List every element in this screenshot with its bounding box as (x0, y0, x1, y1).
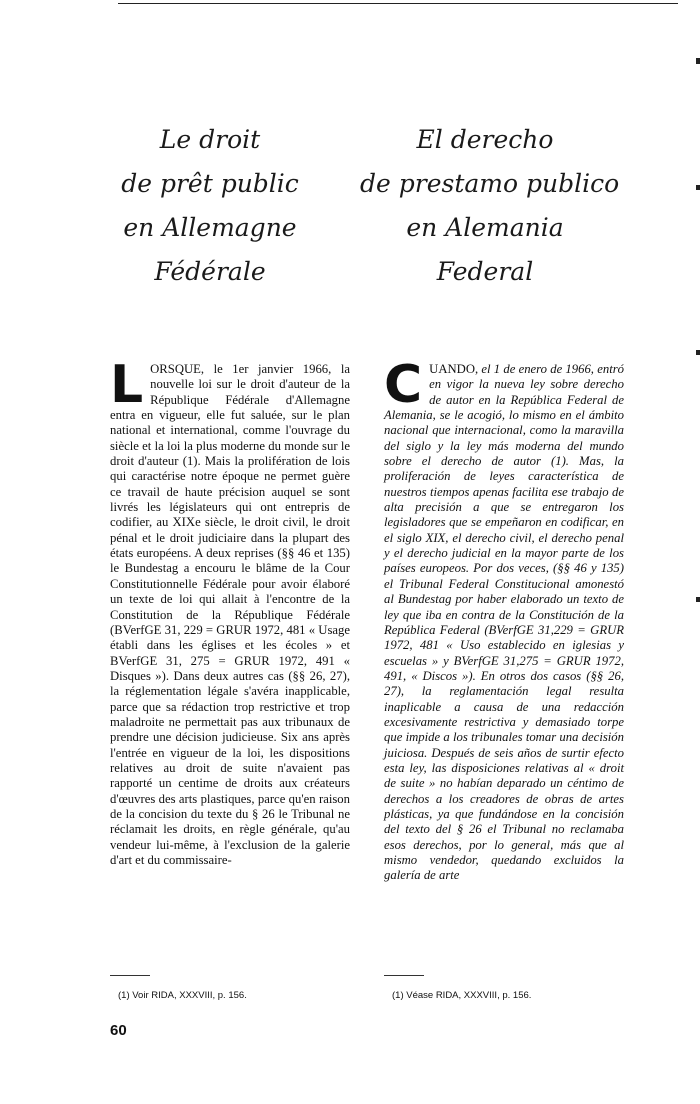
drop-cap: C (384, 355, 423, 415)
article-paragraph (384, 355, 624, 884)
page-number: 60 (110, 1022, 127, 1039)
edge-mark (696, 185, 700, 190)
title-french (85, 118, 335, 294)
drop-cap: L (110, 355, 144, 415)
edge-mark (696, 58, 700, 64)
footnote-french: (1) Voir RIDA, XXXVIII, p. 156. (118, 990, 247, 1001)
title-line: de prêt public (121, 169, 299, 198)
top-border-rule (118, 3, 678, 4)
article-column-french (110, 355, 350, 868)
edge-mark (696, 597, 700, 602)
title-line: de prestamo publico (360, 169, 620, 198)
body-text: el 1 de enero de 1966, entró en vigor la nueva ley sobre derecho de autor en la República Federal de Alemania, se le acogió, lo mismo en el ámbito nacional que internacional, como la maravilla del siglo y la ley más moderna del mundo sobre el derecho de autor (1). Mas, la proliferación de leyes característica de nuestros tiempos apenas facilita ese trabajo de alta precisión a que se entregaron los legisladores que se empeñaron en codificar, en el siglo XIX, el derecho civil, el derecho penal y el derecho judicial en la mayor parte de los países europeos. Por dos veces, (§§ 46 y 135) el Tribunal Federal Constitucional amonestó al Bundestag por haber elaborado un texto de ley que iba en contra de la Constitución de la República Federal (BVerfGE 31,229 = GRUR 1972, 481 « Uso establecido en iglesias y escuelas » y BVerfGE 31,275 = GRUR 1972, 491, « Discos »). En otros dos casos (§§ 26, 27), la reglamentación legal resulta inaplicable a causa de una redacción excesivamente restrictiva y demasiado torpe que impide a los tribunales tomar una decisión juiciosa. Después de seis años de surtir efecto esta ley, las disposiciones relativas al « droit de suite » no habían deparado un céntimo de derechos a los creadores de obras de artes plásticas, ya que fundándose en la concisión del texto del § 26 el Tribunal no reclamaba esos derechos, por lo general, más que al mismo vendedor, quedando excluidos la galería de arte (384, 362, 624, 883)
footnote-rule (384, 975, 424, 976)
edge-mark (696, 350, 700, 355)
lead-word: ORSQUE, (150, 362, 205, 376)
body-text: le 1er janvier 1966, la nouvelle loi sur le droit d'auteur de la République Fédérale d'Allemagne entra en vigueur, elle fut saluée, sur le plan national et international, comme l'ouvrage du siècle et la loi la plus moderne du monde sur le droit d'auteur (1). Mais la prolifération de lois qui caractérise notre époque ne permet guère ce travail de haute précision auquel se sont livrés les législateurs qui ont entrepris de codifier, au XIXe siècle, le droit civil, le droit pénal et le droit judiciaire dans la plupart des états européens. A deux reprises (§§ 46 et 135) le Bundestag a encouru le blâme de la Cour Constitutionnelle Fédérale pour avoir élaboré un texte de loi qui allait à l'encontre de la Constitution de la République Fédérale (BVerfGE 31, 229 = GRUR 1972, 481 « Usage établi dans les églises et les écoles » et BVerfGE 31, 275 = GRUR 1972, 491 « Disques »). Dans deux autres cas (§§ 26, 27), la réglementation légale s'avéra inapplicable, parce que sa rédaction trop restrictive et trop maladroite ne permettait pas aux tribunaux de prendre une décision judicieuse. Six ans après l'entrée en vigueur de la loi, les dispositions relatives au droit de suite n'avaient pas rapporté un centime de droits aux créateurs d'œuvres des arts plastiques, parce qu'en raison de la concision du texte du § 26 le Tribunal ne réclamait les droits, en règle générale, qu'au vendeur lui-même, à l'exclusion de la galerie d'art et du commissaire- (110, 362, 350, 867)
lead-word: UANDO, (429, 362, 479, 376)
article-column-spanish (384, 355, 624, 884)
title-line: en Alemania (406, 213, 564, 242)
footnote-rule (110, 975, 150, 976)
title-line: Fédérale (154, 257, 266, 286)
footnote-spanish: (1) Véase RIDA, XXXVIII, p. 156. (392, 990, 532, 1001)
article-paragraph (110, 355, 350, 868)
title-line: El derecho (416, 125, 554, 154)
title-line: Le droit (159, 125, 261, 154)
title-spanish (360, 118, 620, 294)
title-line: en Allemagne (123, 213, 297, 242)
title-line: Federal (436, 257, 534, 286)
